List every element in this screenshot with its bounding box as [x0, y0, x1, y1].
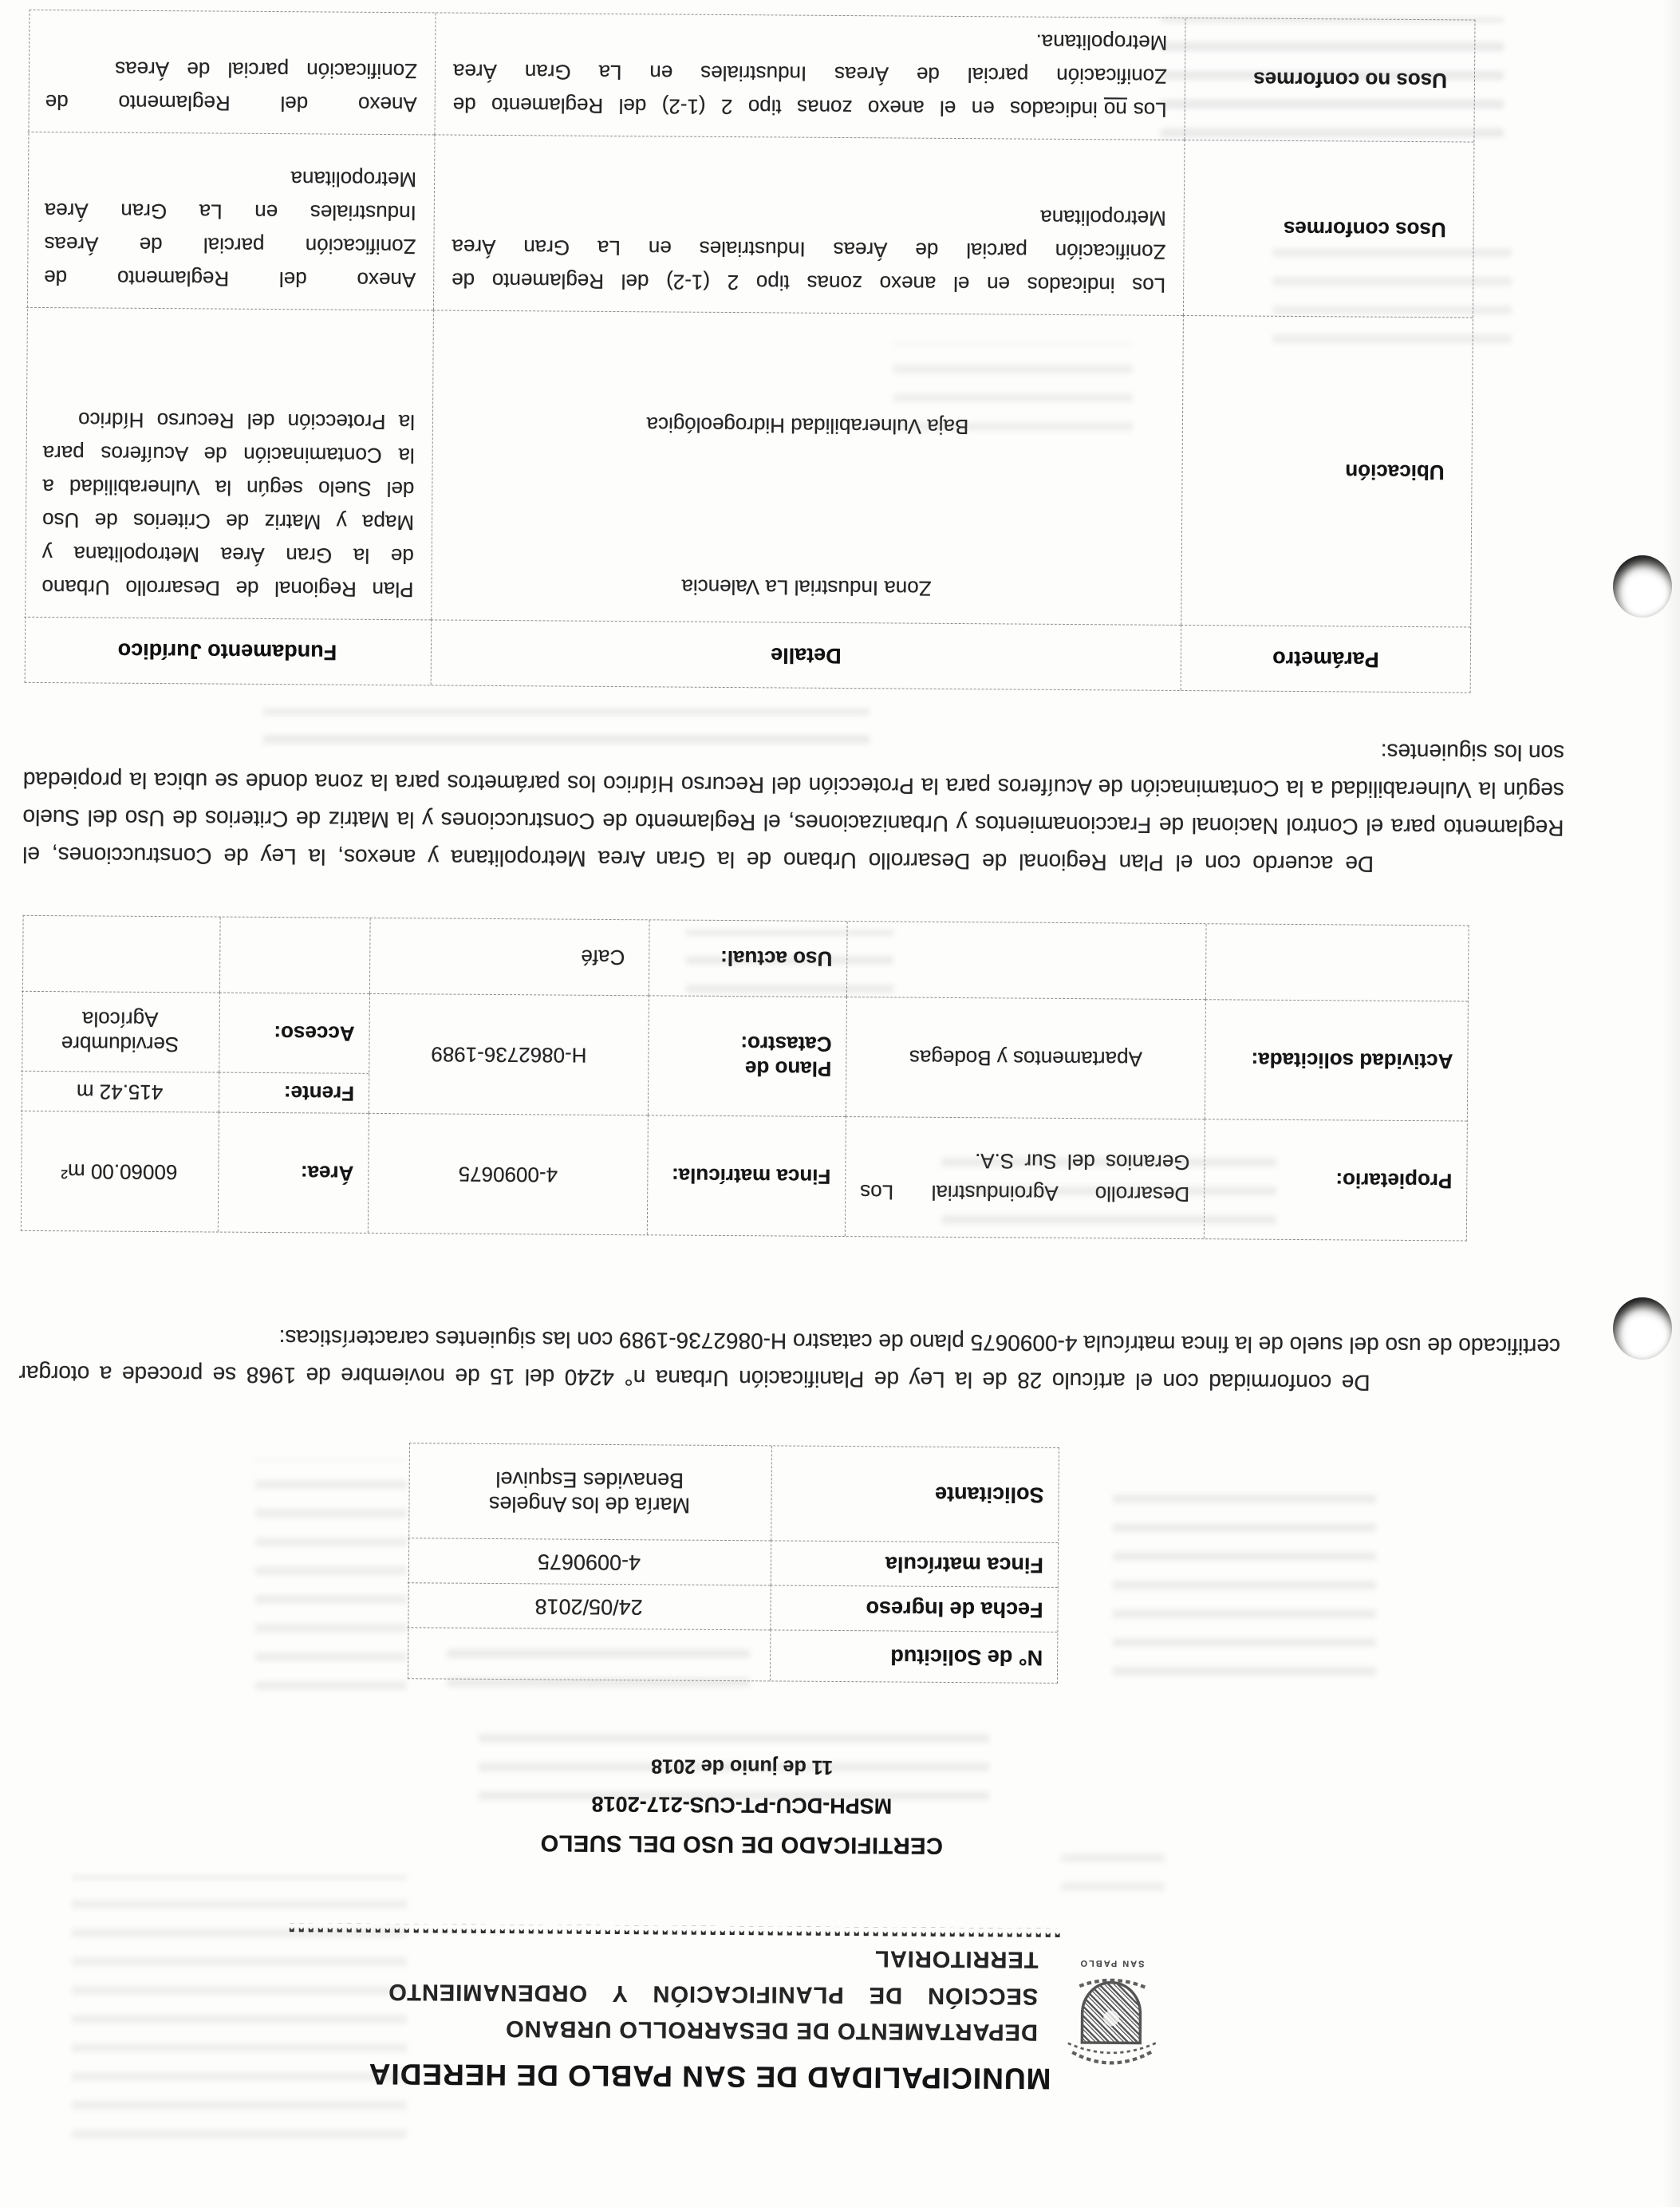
bleedthrough-artifact [1161, 18, 1504, 137]
conformes-detail-text: Los indicados en el anexo zonas tipo 2 (1-2) del Reglamento de Zonificación parcial de Áreas Industriales en La Gran Área Metropolitana [452, 205, 1166, 298]
conformes-detail [433, 134, 1185, 315]
request-row-value: 24/05/2018 [407, 1582, 770, 1629]
request-row-value: María de los Angeles Benavides Esquivel [488, 1467, 691, 1518]
request-row-label: Finca matrícula [771, 1540, 1058, 1587]
empty-cell [22, 916, 220, 993]
acceso-label: Acceso: [219, 993, 369, 1073]
zoning-paragraph: De acuerdo con el Plan Regional de Desarrollo Urbano de la Gran Area Metropolitana y anexos, la Ley de Construcciones, el Reglamento para el Control Nacional de Fraccionamientos y Urbanizaciones, el Reglamento de Construcciones y la Matriz de Criterios de Uso del Suelo según la Vulnerabilidad a la Contaminación de Acuíferos para la Protección del Recurso Hídrico los parámetros para la zona donde se ubica la propiedad son los siguientes: [22, 739, 1565, 877]
municipal-seal-icon [1051, 1955, 1171, 2077]
no-conformes-legal-text: Anexo del Reglamento de Zonificación parcial de Áreas [45, 57, 418, 117]
finca-label: Finca matrícula: [647, 1115, 846, 1236]
column-header-parametro: Parámetro [1181, 625, 1471, 693]
area-label: Área: [218, 1112, 369, 1233]
column-header-detalle: Detalle [431, 619, 1181, 690]
intro-paragraph: De conformidad con el artículo 28 de la Ley de Planificación Urbana n° 4240 del 15 de noviembre de 1968 se procede a otorgar certificado de uso del suelo de la finca matrícula 4-0090675 plano de catastro H-0862736-1989 con las siguientes características: [18, 1325, 1561, 1396]
seal-graphic [1055, 1971, 1167, 2077]
detail-rest: indicados en el anexo zonas tipo 2 (1-2) del Reglamento de Zonificación parcial de Áreas Industriales en La Gran Área Metropolitana. [452, 30, 1168, 122]
activity-value: Apartamentos y Bodegas [846, 997, 1205, 1119]
empty-cell [219, 918, 370, 993]
request-row-label: N° de Solicitud [770, 1629, 1057, 1683]
municipality-name: MUNICIPALIDAD DE SAN PABLO DE HEREDIA [368, 2057, 1051, 2095]
document-title: CERTIFICADO DE USO DEL SUELO [539, 1830, 944, 1858]
param-usos-conformes: Usos conformes [1183, 140, 1474, 318]
frente-value: 415.42 m [21, 1071, 219, 1112]
seal-caption: SAN PABLO [1079, 1958, 1145, 1968]
department-name: DEPARTAMENTO DE DESARROLLO URBANO [504, 2016, 1038, 2045]
area-value: 60060.00 m² [20, 1111, 219, 1232]
empty-cell [846, 922, 1206, 999]
no-conformes-detail [434, 13, 1185, 140]
ubicacion-detail-vulnerability: Baja Vulnerabilidad Hidrogeológica [646, 413, 969, 440]
document-date: 11 de junio de 2018 [651, 1755, 834, 1779]
section-name-line1: SECCIÓN DE PLANIFICACIÓN Y ORDENAMIENTO [388, 1979, 1039, 2009]
conformes-legal [26, 132, 435, 310]
activity-label: Actividad solicitada: [1205, 999, 1468, 1120]
catastro-value: H-0862736-1989 [369, 993, 649, 1115]
bleedthrough-artifact [941, 1155, 1276, 1224]
param-ubicacion: Ubicación [1181, 315, 1473, 627]
section-name-line2: TERRITORIAL [874, 1945, 1039, 1972]
bleedthrough-artifact [72, 1875, 407, 2138]
param-usos-no-conformes: Usos no conformes [1184, 18, 1474, 142]
owner-name: Desarrollo Agroindustrial Los Geranios del Sur S.A. [860, 1149, 1190, 1207]
frente-label: Frente: [219, 1072, 369, 1113]
bleedthrough-artifact [1113, 1484, 1376, 1676]
request-row-label: Solicitante [771, 1446, 1059, 1542]
bleedthrough-artifact [1061, 1835, 1165, 1891]
detail-prefix: Los [1133, 97, 1167, 122]
request-row-label: Fecha de Ingreso [770, 1585, 1057, 1632]
bleedthrough-artifact [263, 709, 870, 744]
bleedthrough-artifact [447, 1644, 750, 1687]
bleedthrough-artifact [479, 1723, 989, 1800]
empty-cell [1205, 924, 1469, 1001]
conformes-legal-text: Anexo del Reglamento de Zonificación parcial de Áreas Industriales en La Gran Área Metropolitana [44, 167, 417, 293]
bleedthrough-artifact [1272, 239, 1512, 343]
detail-underlined-word: no [1103, 97, 1127, 122]
uso-actual-value: Café [369, 918, 649, 995]
catastro-label: Plano de Catastro: [648, 995, 846, 1116]
scan-edge-shading [1662, 0, 1680, 2207]
bleedthrough-artifact [893, 343, 1133, 431]
finca-value: 4-0090675 [368, 1113, 648, 1234]
ubicacion-detail-zone: Zona Industrial La Valencia [681, 574, 932, 601]
document-reference-number: MSPH-DCU-PT-CUS-217-2018 [591, 1791, 893, 1818]
ubicacion-legal-text: Plan Regional de Desarrollo Urbano de la Gran Área Metropolitana y Mapa y Matriz de Criterios de Uso del Suelo según la Vulnerabilidad a la Contaminación de Acuíferos para la Protección del Recurso Hídrico [41, 408, 416, 602]
bleedthrough-artifact [255, 1459, 407, 1690]
uso-actual-label: Uso actual: [649, 920, 847, 997]
no-conformes-detail-text [435, 8, 1185, 140]
bleedthrough-artifact [686, 930, 893, 993]
acceso-value: Servidumbre Agrícola [21, 991, 219, 1072]
ubicacion-legal [24, 307, 433, 620]
column-header-fundamento: Fundamento Jurídico [24, 617, 432, 685]
request-row-value: 4-0090675 [408, 1538, 771, 1585]
owner-label: Propietario: [1204, 1119, 1467, 1240]
no-conformes-legal [27, 10, 435, 135]
